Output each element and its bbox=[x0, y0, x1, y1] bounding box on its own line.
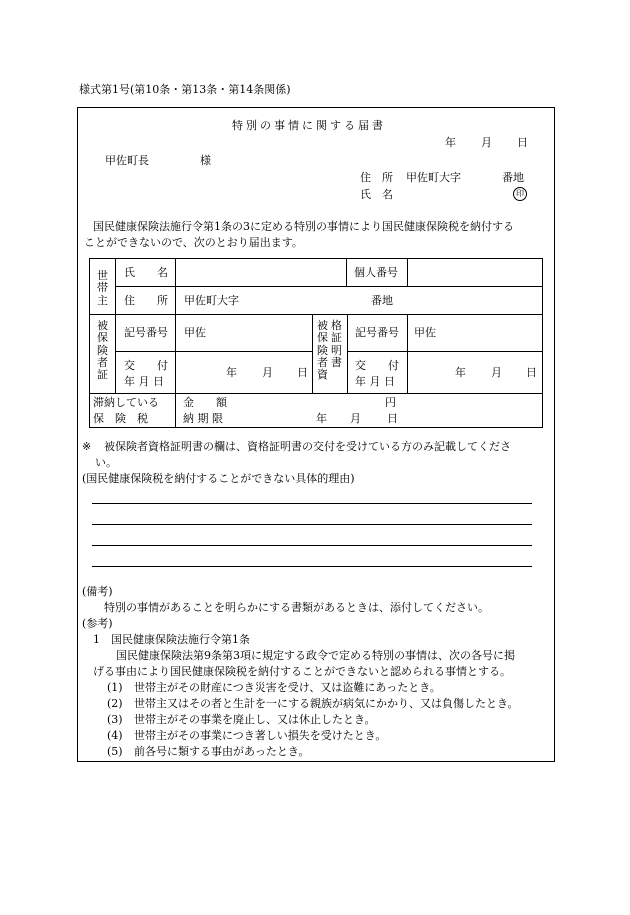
intro-line-2: ことができないので、次のとおり届出ます。 bbox=[84, 236, 303, 249]
qual-issue-day: 日 bbox=[526, 366, 537, 379]
deadline-label: 納 期 限 bbox=[183, 412, 223, 425]
form-frame bbox=[77, 107, 555, 762]
householder-label: 世 帯 主 bbox=[97, 269, 108, 307]
amount-unit: 円 bbox=[385, 396, 396, 409]
reference-item-text-2: 世帯主又はその者と生計を一にする親族が病気にかかり、又は負傷したとき。 bbox=[134, 697, 519, 710]
qual-symbol-number-label: 記号番号 bbox=[355, 326, 399, 339]
reference-item-num-2: (2) bbox=[107, 697, 123, 710]
reference-heading: (参考) bbox=[82, 617, 113, 630]
note-line-1: 被保険者資格証明書の欄は、資格証明書の交付を受けている方のみ記載してくださ bbox=[104, 440, 511, 453]
form-reference: 様式第1号(第10条・第13条・第14条関係) bbox=[79, 83, 291, 96]
arrears-label-2: 保 険 税 bbox=[93, 412, 148, 425]
addressee-honorific: 様 bbox=[200, 154, 211, 167]
address-value: 甲佐町大字 bbox=[184, 294, 239, 307]
arrears-label-1: 滞納している bbox=[93, 396, 159, 409]
deadline-day: 日 bbox=[387, 412, 398, 425]
applicant-banchi: 番地 bbox=[502, 171, 524, 184]
issue-label-1: 交 付 bbox=[124, 359, 168, 372]
reference-item-heading: 1 国民健康保険法施行令第1条 bbox=[93, 633, 250, 646]
reference-line-2: げる事由により国民健康保険税を納付することができないと認められる事情とする。 bbox=[93, 665, 511, 678]
qual-issue-year: 年 bbox=[455, 366, 466, 379]
remarks-heading: (備考) bbox=[82, 585, 113, 598]
issue-day: 日 bbox=[297, 366, 308, 379]
insured-cert-label: 被 保 険 者 証 bbox=[97, 319, 108, 382]
symbol-value: 甲佐 bbox=[184, 326, 206, 339]
intro-line-1: 国民健康保険法施行令第1条の3に定める特別の事情により国民健康保険税を納付する bbox=[93, 220, 514, 233]
applicant-address-label: 住 所 bbox=[360, 171, 393, 184]
name-label: 氏 名 bbox=[124, 266, 168, 279]
issue-month: 月 bbox=[262, 366, 273, 379]
qual-cert-label-col-2: 格 証 明 書 bbox=[331, 319, 342, 369]
reference-item-text-5: 前各号に類する事由があったとき。 bbox=[134, 745, 310, 758]
qual-issue-label-2: 年 月 日 bbox=[355, 375, 395, 388]
remarks-text: 特別の事情があることを明らかにする書類があるときは、添付してください。 bbox=[104, 601, 489, 614]
reference-item-num-4: (4) bbox=[107, 729, 123, 742]
reason-line-3[interactable] bbox=[92, 545, 532, 546]
address-banchi: 番地 bbox=[371, 294, 393, 307]
addressee-office: 甲佐町長 bbox=[105, 154, 149, 167]
seal-mark: 印 bbox=[513, 187, 527, 201]
personal-number-label: 個人番号 bbox=[354, 266, 398, 279]
symbol-number-label: 記号番号 bbox=[124, 326, 168, 339]
reference-item-text-3: 世帯主がその事業を廃止し、又は休止したとき。 bbox=[134, 713, 376, 726]
form-title: 特別の事情に関する届書 bbox=[232, 119, 386, 132]
date-year: 年 bbox=[445, 136, 456, 149]
reason-line-2[interactable] bbox=[92, 524, 532, 525]
reference-item-num-1: (1) bbox=[107, 681, 123, 694]
note-line-2: い。 bbox=[95, 456, 117, 469]
reference-line-1: 国民健康保険法第9条第3項に規定する政令で定める特別の事情は、次の各号に掲 bbox=[116, 649, 515, 662]
issue-label-2: 年 月 日 bbox=[124, 375, 164, 388]
date-month: 月 bbox=[481, 136, 492, 149]
reason-heading: (国民健康保険税を納付することができない具体的理由) bbox=[82, 472, 355, 485]
applicant-name-label: 氏 名 bbox=[360, 188, 393, 201]
applicant-address-value: 甲佐町大字 bbox=[406, 171, 461, 184]
qual-issue-label-1: 交 付 bbox=[355, 359, 399, 372]
reason-line-1[interactable] bbox=[92, 503, 532, 504]
address-label: 住 所 bbox=[124, 294, 168, 307]
deadline-year: 年 bbox=[316, 412, 327, 425]
reason-line-4[interactable] bbox=[92, 566, 532, 567]
reference-item-num-3: (3) bbox=[107, 713, 123, 726]
qual-cert-label-col-1: 被 保 険 者 資 bbox=[317, 319, 328, 382]
date-day: 日 bbox=[517, 136, 528, 149]
note-mark: ※ bbox=[82, 440, 92, 453]
qual-issue-month: 月 bbox=[491, 366, 502, 379]
reference-item-text-1: 世帯主がその財産につき災害を受け、又は盗難にあったとき。 bbox=[134, 681, 441, 694]
issue-year: 年 bbox=[226, 366, 237, 379]
amount-label: 金 額 bbox=[183, 396, 227, 409]
reference-item-text-4: 世帯主がその事業につき著しい損失を受けたとき。 bbox=[134, 729, 387, 742]
reference-item-num-5: (5) bbox=[107, 745, 123, 758]
deadline-month: 月 bbox=[350, 412, 361, 425]
qual-symbol-value: 甲佐 bbox=[414, 326, 436, 339]
